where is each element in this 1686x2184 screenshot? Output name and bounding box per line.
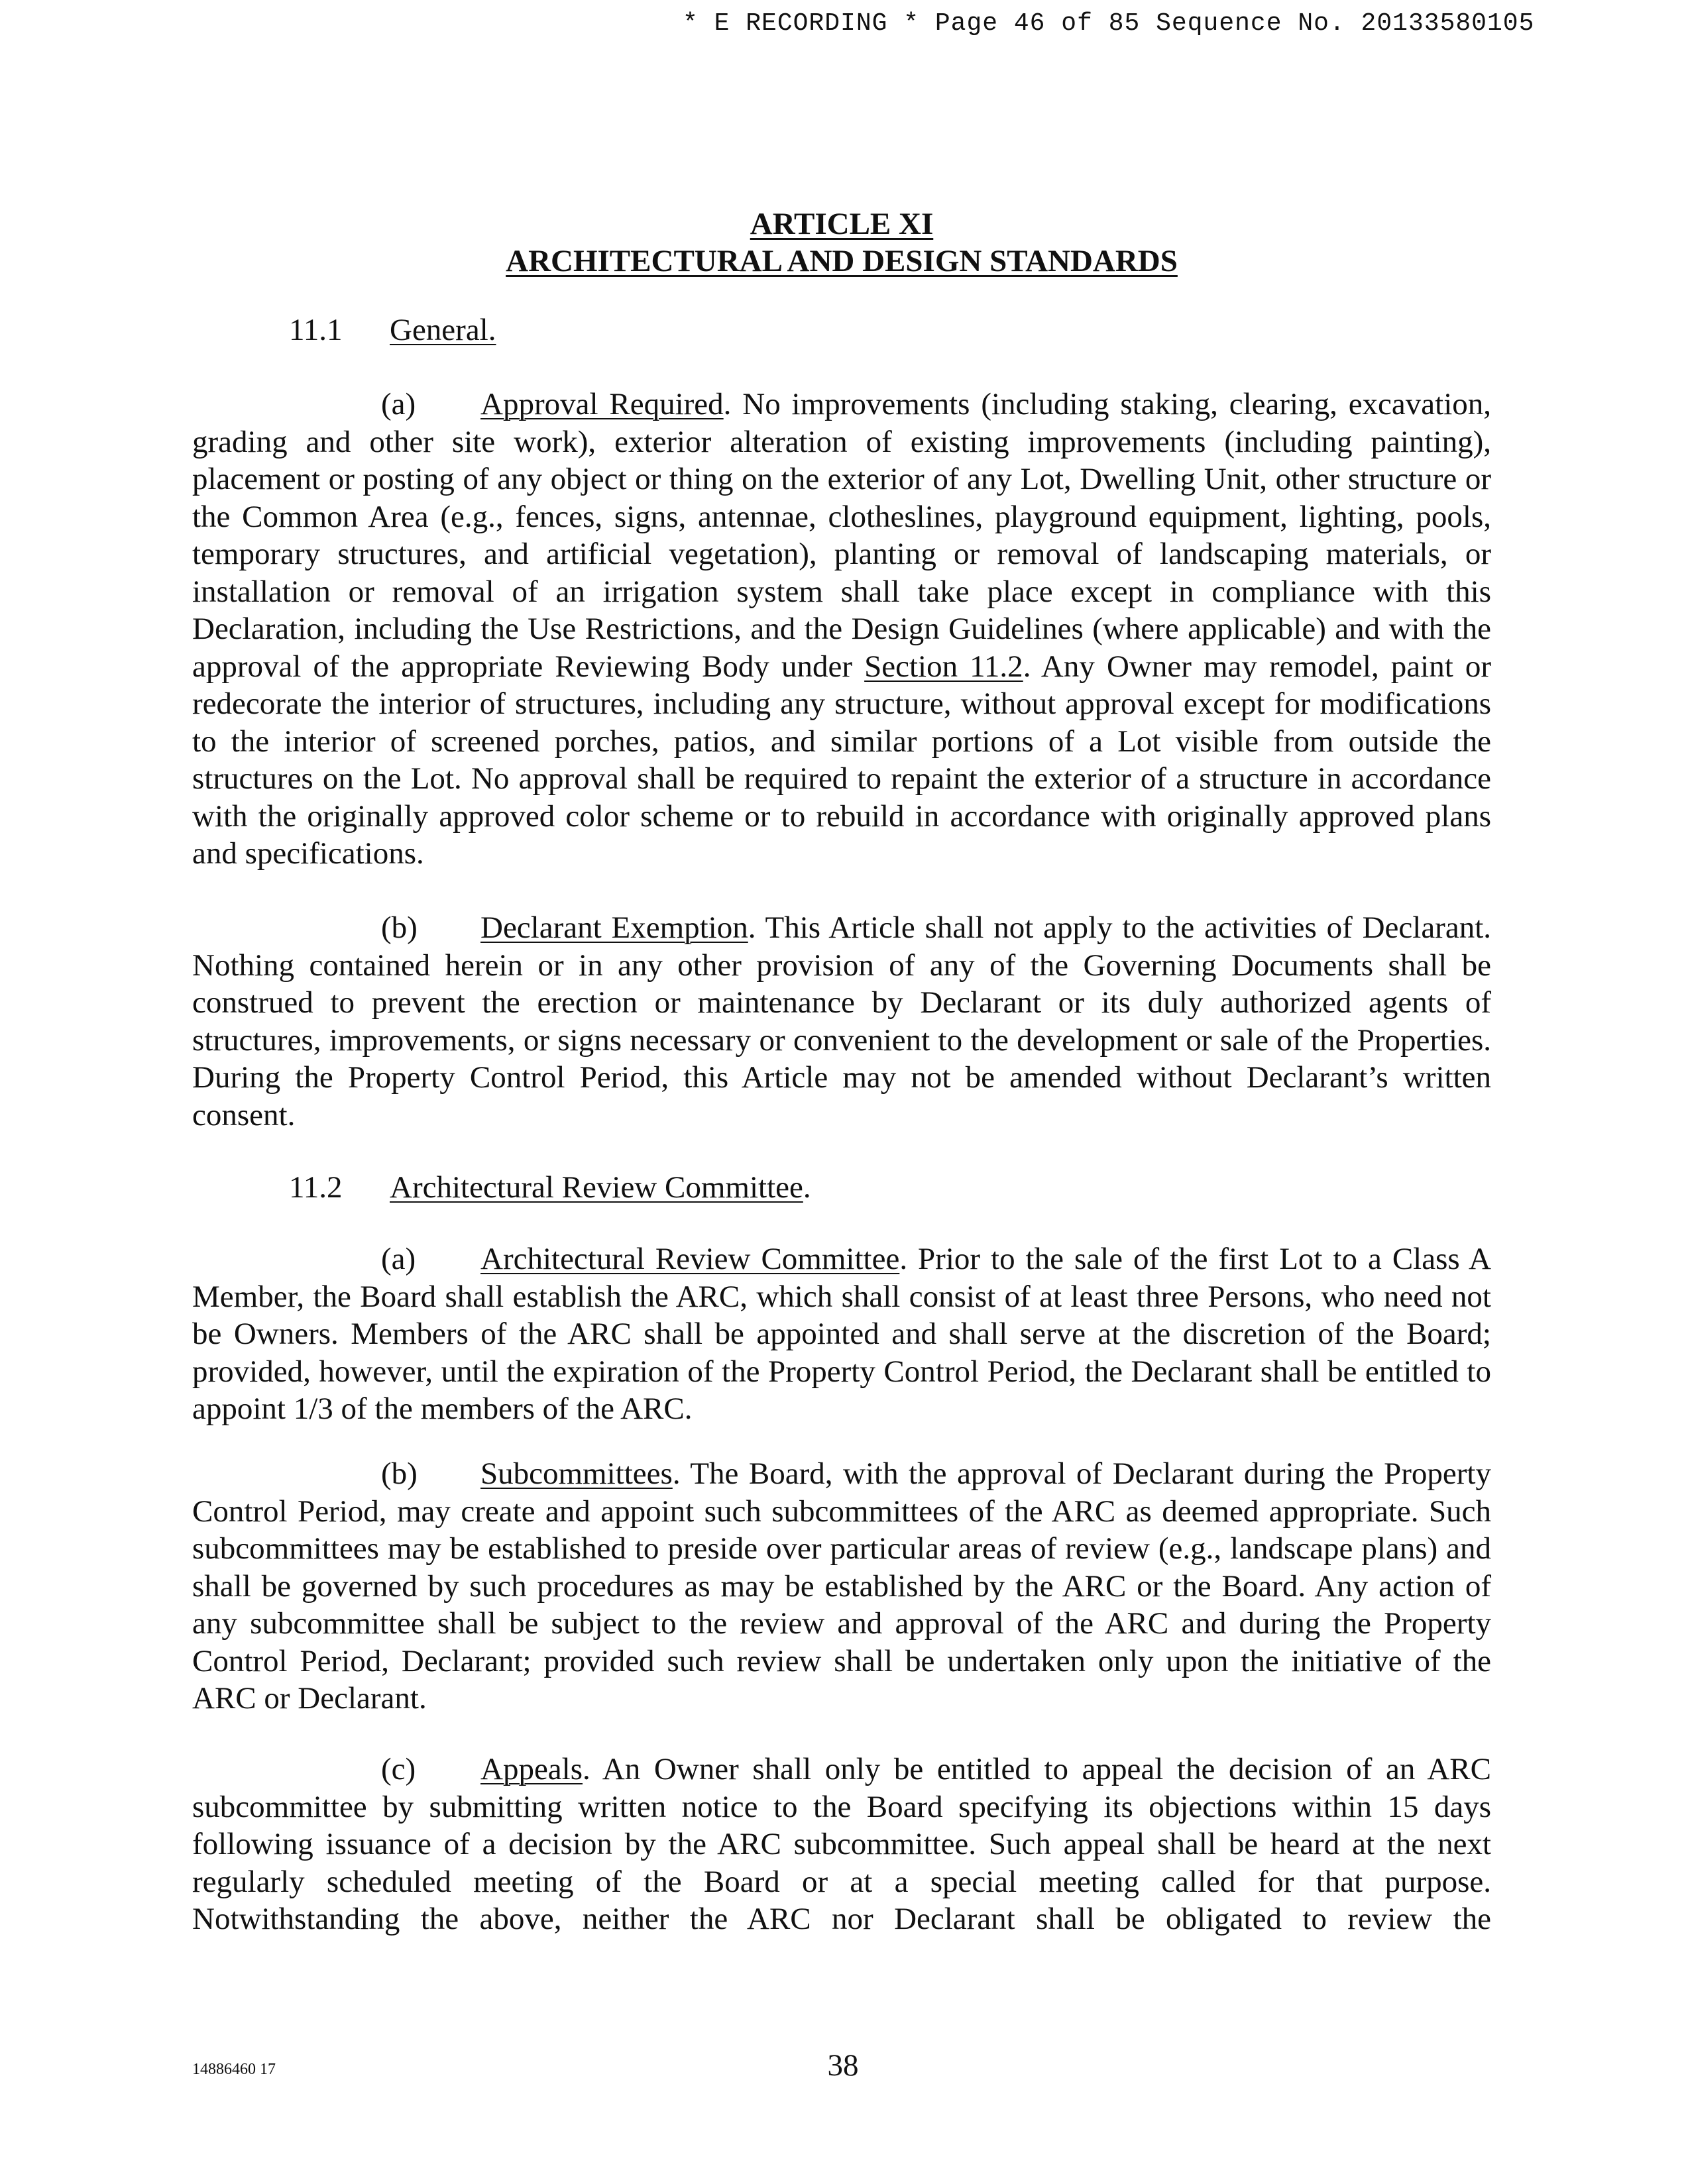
section-title: Architectural Review Committee (390, 1170, 803, 1205)
section-11-2-heading (289, 1169, 811, 1206)
subsection-11-2-b (192, 1455, 1491, 1718)
section-number: 11.1 (289, 313, 343, 347)
page-number: 38 (827, 2048, 859, 2083)
article-number: ARTICLE XI (750, 207, 934, 241)
subsection-11-2-c (192, 1751, 1491, 1938)
subsection-title: Approval Required (480, 387, 724, 421)
section-11-1-heading (289, 311, 496, 349)
subsection-11-2-a (192, 1240, 1491, 1428)
subsection-label: (a) (381, 387, 416, 421)
subsection-11-1-b (192, 909, 1491, 1134)
recording-header: * E RECORDING * Page 46 of 85 Sequence No. 20133580105 (683, 9, 1535, 38)
subsection-text: . An Owner shall only be entitled to appeal the decision of an ARC subcommittee by submitting written notice to the Board specifying its objections within 15 days following issuance of a decision by the ARC subcommittee. Such appeal shall be heard at the next regularly scheduled meeting of the Board or at a special meeting called for that purpose. Notwithstanding the above, neither the ARC nor Declarant shall be obligated to review the (192, 1752, 1491, 1936)
section-title: General. (390, 313, 496, 347)
article-heading (192, 205, 1491, 280)
document-id: 14886460 17 (192, 2061, 276, 2078)
section-reference: Section 11.2 (864, 649, 1023, 684)
subsection-title: Architectural Review Committee (480, 1242, 900, 1276)
section-number: 11.2 (289, 1170, 343, 1205)
article-title: ARCHITECTURAL AND DESIGN STANDARDS (506, 244, 1178, 278)
subsection-text: . The Board, with the approval of Declarant during the Property Control Period, may create and appoint such subcommittees of the ARC as deemed appropriate. Such subcommittees may be established to preside over particular areas of review (e.g., landscape plans) and shall be governed by such procedures as may be established by the ARC or the Board. Any action of any subcommittee shall be subject to the review and approval of the ARC and during the Property Control Period, Declarant; provided such review shall be undertaken only upon the initiative of the ARC or Declarant. (192, 1456, 1491, 1716)
subsection-label: (c) (381, 1752, 416, 1786)
subsection-label: (a) (381, 1242, 416, 1276)
subsection-text: . Prior to the sale of the first Lot to a Class A Member, the Board shall establish the ARC, which shall consist of at least three Persons, who need not be Owners. Members of the ARC shall be appointed and shall serve at the discretion of the Board; provided, however, until the expiration of the Property Control Period, the Declarant shall be entitled to appoint 1/3 of the members of the ARC. (192, 1242, 1491, 1426)
subsection-label: (b) (381, 910, 418, 945)
subsection-title: Subcommittees (480, 1456, 673, 1491)
subsection-text: . No improvements (including staking, clearing, excavation, grading and other site work), exterior alteration of existing improvements (including painting), placement or posting of any object or thing on the exterior of any Lot, Dwelling Unit, other structure or the Common Area (e.g., fences, signs, antennae, clotheslines, playground equipment, lighting, pools, temporary structures, and artificial vegetation), planting or removal of landscaping materials, or installation or removal of an irrigation system shall take place except in compliance with this Declaration, including the Use Restrictions, and the Design Guidelines (where applicable) and with the approval of the appropriate Reviewing Body under (192, 387, 1492, 684)
subsection-title: Declarant Exemption (480, 910, 748, 945)
section-title-suffix: . (803, 1170, 811, 1205)
subsection-11-1-a (192, 386, 1491, 873)
subsection-label: (b) (381, 1456, 418, 1491)
subsection-title: Appeals (480, 1752, 583, 1786)
subsection-text: . This Article shall not apply to the activities of Declarant. Nothing contained herein or in any other provision of any of the Governing Documents shall be construed to prevent the erection or maintenance by Declarant or its duly authorized agents of structures, improvements, or signs necessary or convenient to the development or sale of the Properties. During the Property Control Period, this Article may not be amended without Declarant’s written consent. (192, 910, 1491, 1132)
subsection-text-continued: . Any Owner may remodel, paint or redecorate the interior of structures, including any structure, without approval except for modifications to the interior of screened porches, patios, and similar portions of a Lot visible from outside the structures on the Lot. No approval shall be required to repaint the exterior of a structure in accordance with the originally approved color scheme or to rebuild in accordance with originally approved plans and specifications. (192, 649, 1491, 871)
